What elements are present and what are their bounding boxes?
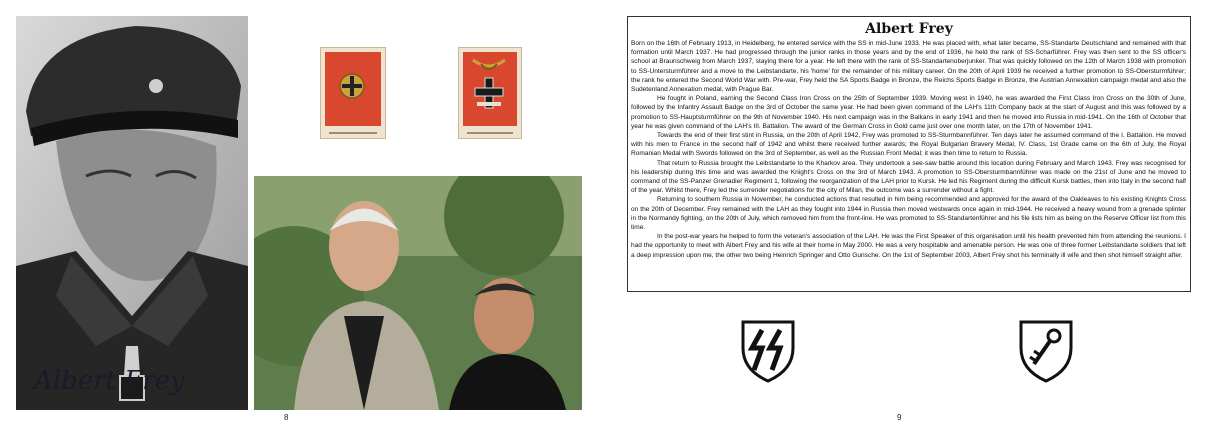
signature: Albert Frey bbox=[34, 366, 185, 396]
portrait-photo bbox=[16, 16, 248, 410]
paragraph: That return to Russia brought the Leibstandarte to the Kharkov area. They undertook a see-saw battle around this location during February and March 1943. Frey was recognised for his leadership during this time and was awarded the Knight's Cross on the 3rd of March 1943. A promotion to SS-Obersturmbannführer was made on the 21st of June and he moved to command of the SS-Panzer Grenadier Regiment 1, following the reorganization of the LAH prior to Kursk. He led his Regiment during the difficult Kursk battles, then into Italy in the second half of the year. Whilst there, Frey led the surrender negotiations for the city of Milan, the outcome was a surrender without a fight. bbox=[631, 159, 1186, 195]
page-number-right: 9 bbox=[897, 413, 902, 422]
german-cross-card bbox=[320, 47, 386, 139]
biography-box bbox=[627, 16, 1191, 292]
paragraph: Born on the 16th of February 1913, in Heidelberg, he entered service with the SS in mid-June 1933. He was placed with, what later became, SS-Standarte Deutschland and remained with that formation until March 1937. He had progressed through the junior ranks in those years and by the end of 1936, he held the rank of SS-Scharführer. Frey was then sent to the SS officer's school at Braunschweig from March 1937, staying there for a year. He left there with the rank of SS-Standartenoberjunker. That was quickly followed on the 12th of March 1938 with promotion to SS-Untersturmführer and a move to the Leibstandarte, his 'home' for the remainder of his military career. On the 20th of April 1939 he received a further promotion to SS-Obersturmführer; the rank he entered the Second World War with. Pre-war, Frey held the SA Sports Badge in Bronze, the Reichs Sports Badge in Bronze, the Austrian Annexation campaign medal and also the Sudetenland Annexation medal, with Prague Bar. bbox=[631, 40, 1186, 94]
key-shield-icon bbox=[1018, 318, 1074, 389]
color-photo bbox=[254, 176, 582, 410]
biography-text bbox=[631, 39, 1186, 260]
page-title: Albert Frey bbox=[865, 21, 953, 37]
knights-cross-card bbox=[458, 47, 522, 139]
paragraph: He fought in Poland, earning the Second Class Iron Cross on the 25th of September 1939. Moving west in 1940, he was awarded the First Class Iron Cross on the 30th of June, followed by the Infantry Assault Badge on the 3rd of October the same year. He had been given command of the LAH's 11th Company back at the start of August and this was followed by a promotion to SS-Hauptsturmführer on the 9th of November 1940. His next campaign was in the Balkans in early 1941 and then he moved into Russia in mid-1941. On the 16th of October that year he was given command of the LAH's III. Battalion. The award of the German Cross in Gold came just over one month later, on the 17th of November 1941. bbox=[631, 95, 1186, 130]
page-number-left: 8 bbox=[284, 413, 289, 422]
paragraph: Towards the end of their first stint in Russia, on the 20th of April 1942, Frey was promoted to SS-Sturmbannführer. Ten days later he assumed command of the I. Battalion. He moved with his men to France in the second half of 1942 and whilst there received further awards; the Royal Bulgarian Bravery Medal, IV. Class, 1st Grade came on the 6th of July, the Royal Romanian Medal with Swords followed on the 3rd of September, as well as the Russian Front Medal; it was then time to return to Russia. bbox=[631, 132, 1186, 158]
paragraph: In the post-war years he helped to form the veteran's association of the LAH. He was the First Speaker of this organisation until his health prevented him from attending the reunions. I had the opportunity to meet with Albert Frey and his wife at their home in May 2000. He was a very hospitable and amenable person. He was one of three former Leibstandarte soldiers that left a deep impression upon me, the other two being Heinrich Springer and Otto Gunsche. On the 1st of September 2003, Albert Frey shot his terminally ill wife and then shot himself straight after. bbox=[631, 233, 1186, 259]
paragraph: Returning to southern Russia in November, he conducted actions that resulted in him being recommended and approved for the award of the Oakleaves to his existing Knights Cross on the 20th of December. Frey remained with the LAH as they fought into 1944 in Russia then moved westwards once again in mid-1944. He received a heavy wound from a grenade splinter in the Normandy fighting, on the 20th of July, which removed him from the front-line. He was promoted to SS-Standartenführer and his file lists him as being on the Reserve Officer list from this time. bbox=[631, 196, 1186, 232]
runes-shield-icon bbox=[740, 318, 796, 389]
